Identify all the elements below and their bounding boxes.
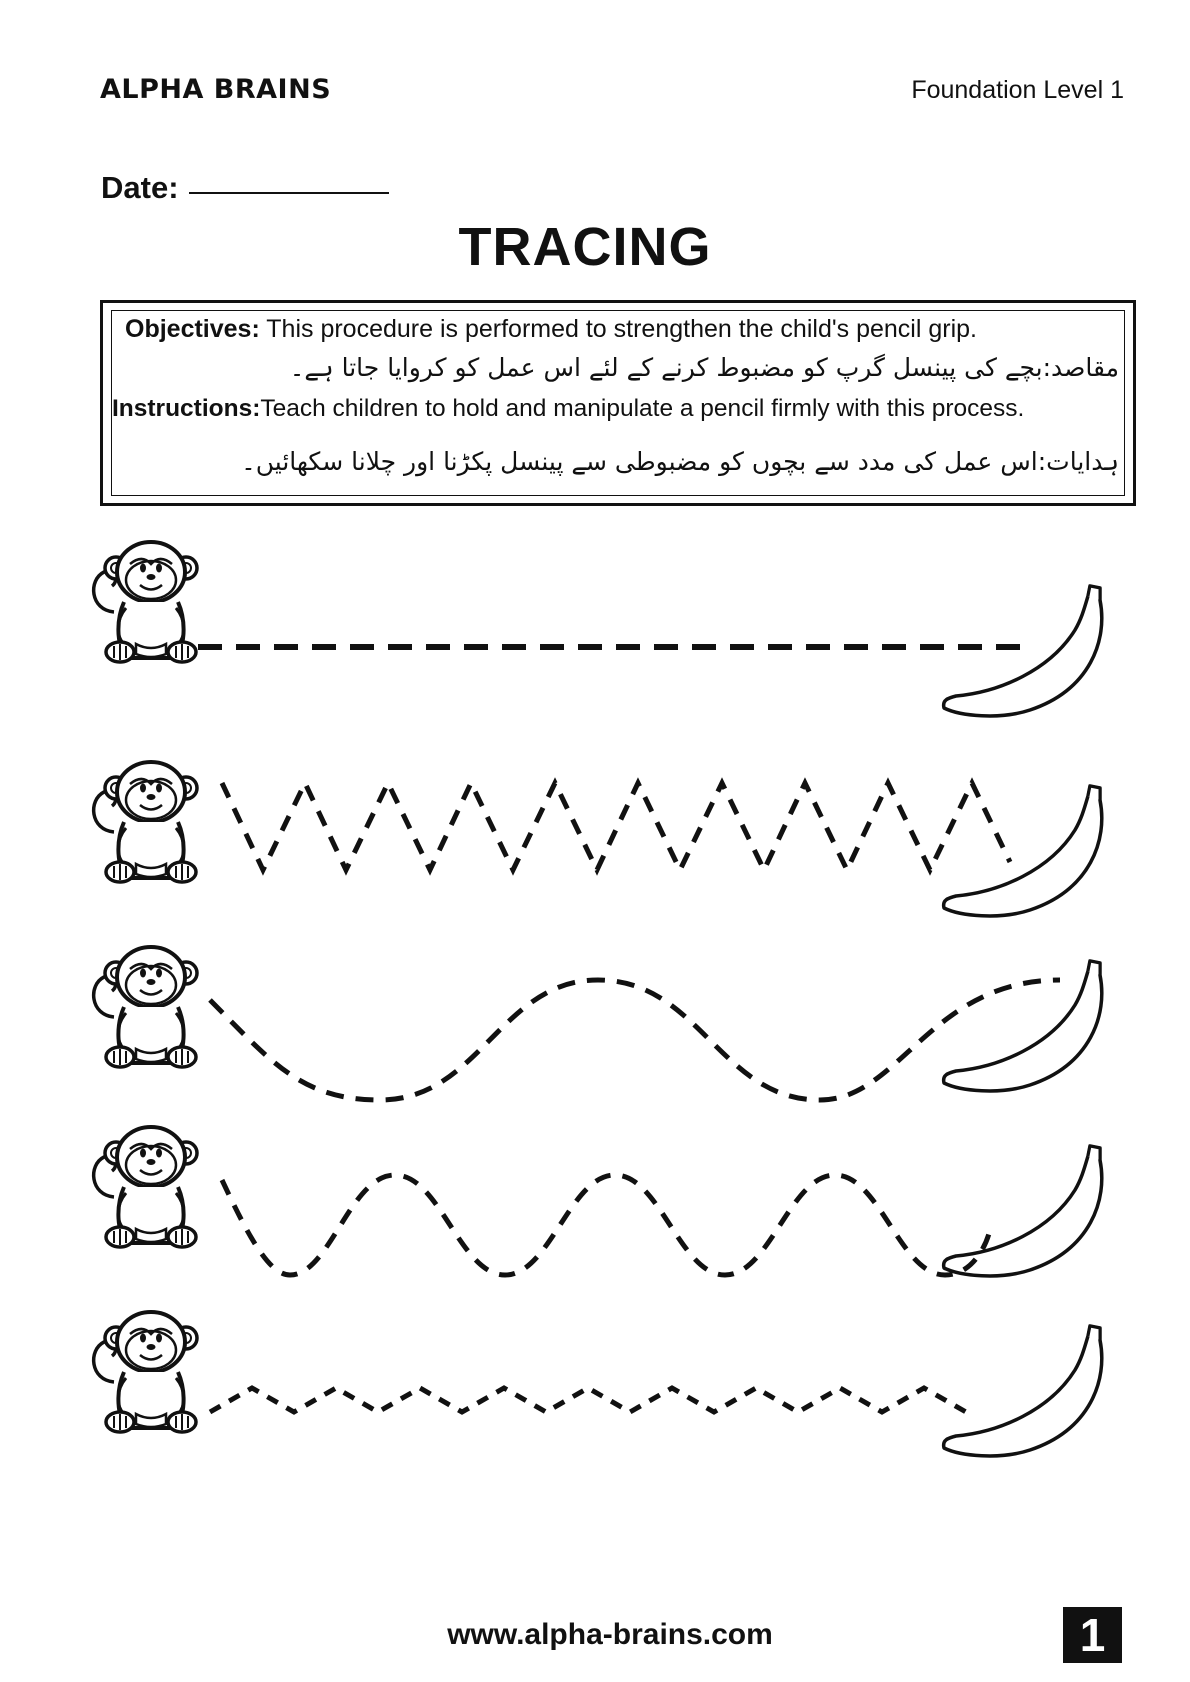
monkey-icon xyxy=(94,542,197,662)
trace-path-zigzag[interactable] xyxy=(222,783,1010,870)
instructions-row xyxy=(112,395,1024,423)
date-blank-line[interactable] xyxy=(189,192,389,194)
banana-icon xyxy=(944,1146,1102,1276)
banana-icon xyxy=(944,786,1102,916)
tracing-row-1 xyxy=(94,542,1102,716)
banana-icon xyxy=(944,1326,1102,1456)
trace-path-wave[interactable] xyxy=(210,980,1060,1100)
page-title: TRACING xyxy=(458,217,712,277)
tracing-row-2 xyxy=(94,762,1102,916)
monkey-icon xyxy=(94,947,197,1067)
objectives-urdu: مقاصد:بچے کی پینسل گرپ کو مضبوط کرنے کے لئے اس عمل کو کروایا جاتا ہے۔ xyxy=(289,353,1119,382)
objectives-label: Objectives: xyxy=(125,315,260,343)
page-number: 1 xyxy=(1063,1607,1122,1663)
brand-logo: ALPHA BRAINS xyxy=(100,74,332,105)
date-label: Date: xyxy=(101,170,179,205)
level-label: Foundation Level 1 xyxy=(911,76,1124,104)
tracing-area xyxy=(0,540,1190,1520)
trace-path-small-zigzag[interactable] xyxy=(210,1388,966,1412)
tracing-row-4 xyxy=(94,1127,1102,1276)
instructions-label: Instructions: xyxy=(112,395,261,422)
objectives-box xyxy=(100,300,1136,506)
monkey-icon xyxy=(94,1312,197,1432)
tracing-row-3 xyxy=(94,947,1102,1100)
trace-path-tight-wave[interactable] xyxy=(222,1175,990,1275)
banana-icon xyxy=(944,961,1102,1091)
objectives-row xyxy=(125,315,977,344)
banana-icon xyxy=(944,586,1102,716)
monkey-icon xyxy=(94,762,197,882)
footer-url[interactable]: www.alpha-brains.com xyxy=(447,1618,773,1651)
tracing-row-5 xyxy=(94,1312,1102,1456)
date-field xyxy=(101,170,389,206)
monkey-icon xyxy=(94,1127,197,1247)
instructions-urdu: ہدایات:اس عمل کی مدد سے بچوں کو مضبوطی سے پینسل پکڑنا اور چلانا سکھائیں۔ xyxy=(241,447,1119,476)
instructions-text: Teach children to hold and manipulate a pencil firmly with this process. xyxy=(260,395,1025,422)
objectives-text: This procedure is performed to strengthen the child's pencil grip. xyxy=(259,315,977,343)
